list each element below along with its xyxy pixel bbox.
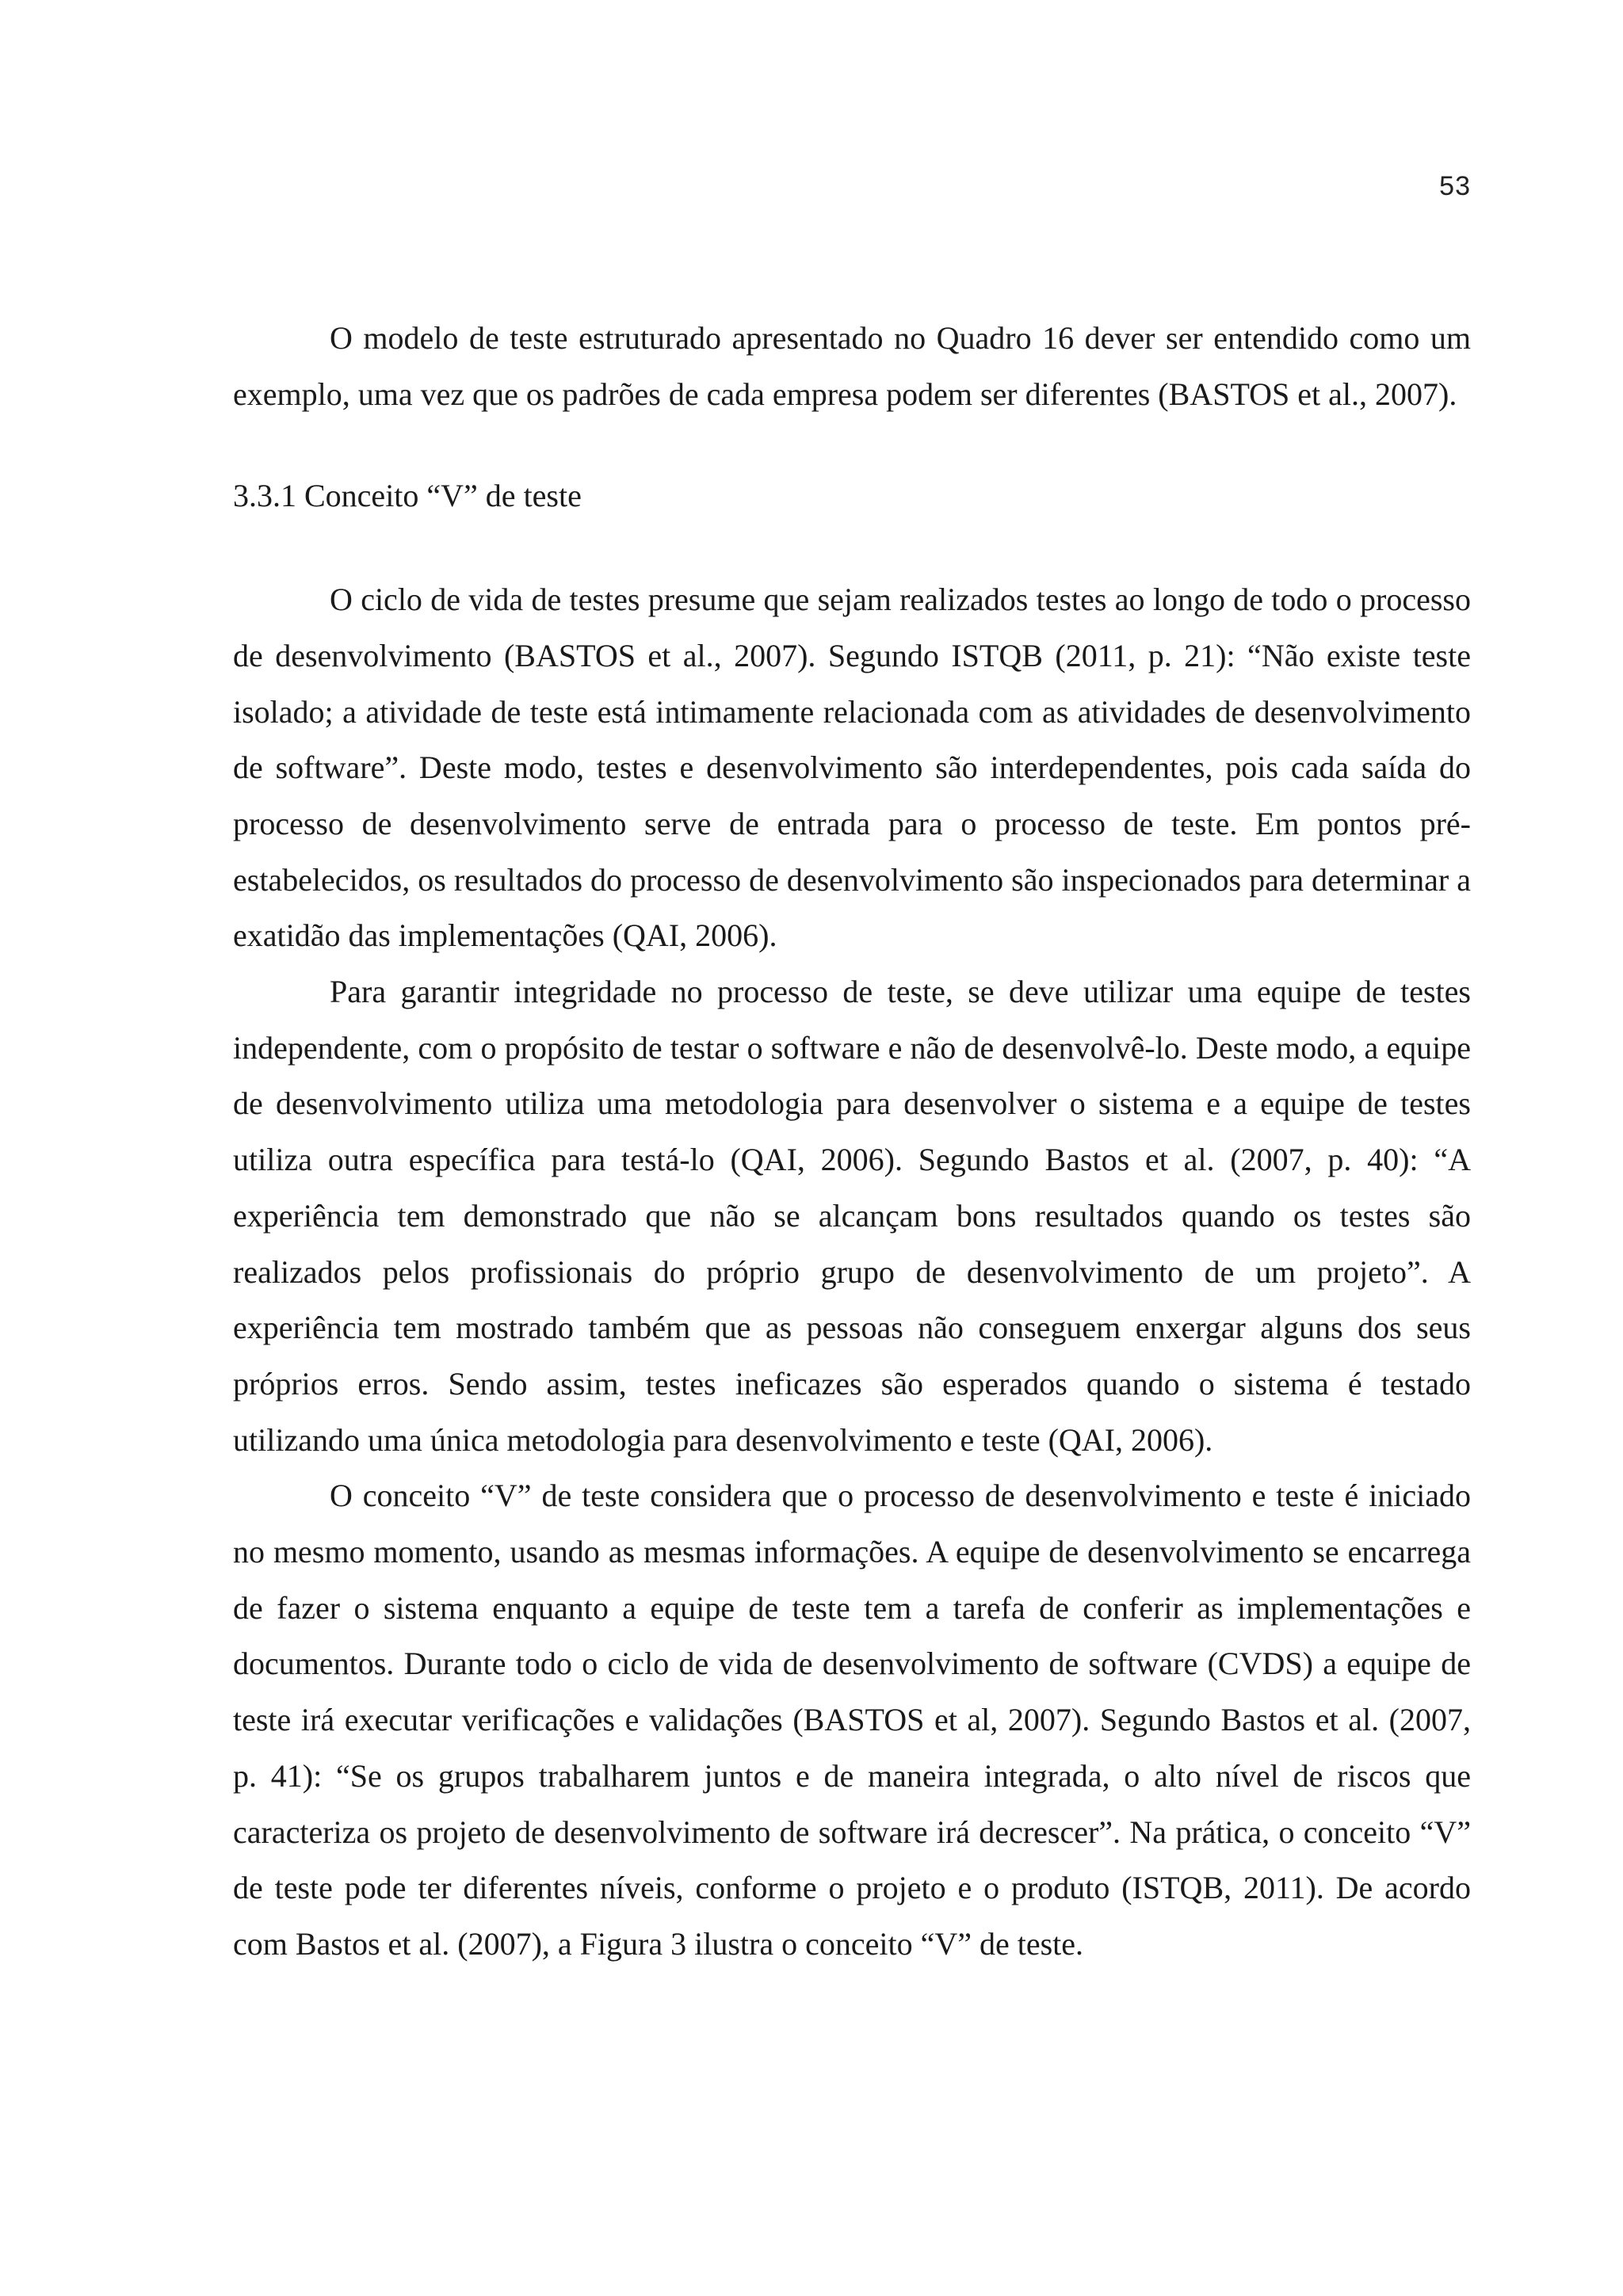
paragraph-intro: O modelo de teste estruturado apresentado no Quadro 16 dever ser entendido como um exemplo, uma vez que os padrões de cada empresa podem ser diferentes (BASTOS et al., 2007).	[233, 320, 1471, 412]
paragraph-ciclo-de-vida: O ciclo de vida de testes presume que sejam realizados testes ao longo de todo o processo de desenvolvimento (BASTOS et al., 2007). Segundo ISTQB (2011, p. 21): “Não existe teste isolado; a atividade de teste está intimamente relacionada com as atividades de desenvolvimento de software”. Deste modo, testes e desenvolvimento são interdependentes, pois cada saída do processo de desenvolvimento serve de entrada para o processo de teste. Em pontos pré-estabelecidos, os resultados do processo de desenvolvimento são inspecionados para determinar a exatidão das implementações (QAI, 2006).	[233, 582, 1471, 954]
page-body	[233, 311, 1471, 1973]
paragraph-conceito-v: O conceito “V” de teste considera que o processo de desenvolvimento e teste é iniciado no mesmo momento, usando as mesmas informações. A equipe de desenvolvimento se encarrega de fazer o sistema enquanto a equipe de teste tem a tarefa de conferir as implementações e documentos. Durante todo o ciclo de vida de desenvolvimento de software (CVDS) a equipe de teste irá executar verificações e validações (BASTOS et al, 2007). Segundo Bastos et al. (2007, p. 41): “Se os grupos trabalharem juntos e de maneira integrada, o alto nível de riscos que caracteriza os projeto de desenvolvimento de software irá decrescer”. Na prática, o conceito “V” de teste pode ter diferentes níveis, conforme o projeto e o produto (ISTQB, 2011). De acordo com Bastos et al. (2007), a Figura 3 ilustra o conceito “V” de teste.	[233, 1478, 1471, 1962]
spacer	[233, 422, 1471, 468]
section-heading: 3.3.1 Conceito “V” de teste	[233, 478, 582, 514]
paragraph-integridade: Para garantir integridade no processo de teste, se deve utilizar uma equipe de testes independente, com o propósito de testar o software e não de desenvolvê-lo. Deste modo, a equipe de desenvolvimento utiliza uma metodologia para desenvolver o sistema e a equipe de testes utiliza outra específica para testá-lo (QAI, 2006). Segundo Bastos et al. (2007, p. 40): “A experiência tem demonstrado que não se alcançam bons resultados quando os testes são realizados pelos profissionais do próprio grupo de desenvolvimento de um projeto”. A experiência tem mostrado também que as pessoas não conseguem enxergar alguns dos seus próprios erros. Sendo assim, testes ineficazes são esperados quando o sistema é testado utilizando uma única metodologia para desenvolvimento e teste (QAI, 2006).	[233, 974, 1471, 1458]
page-number: 53	[1439, 171, 1471, 201]
spacer	[233, 524, 1471, 572]
